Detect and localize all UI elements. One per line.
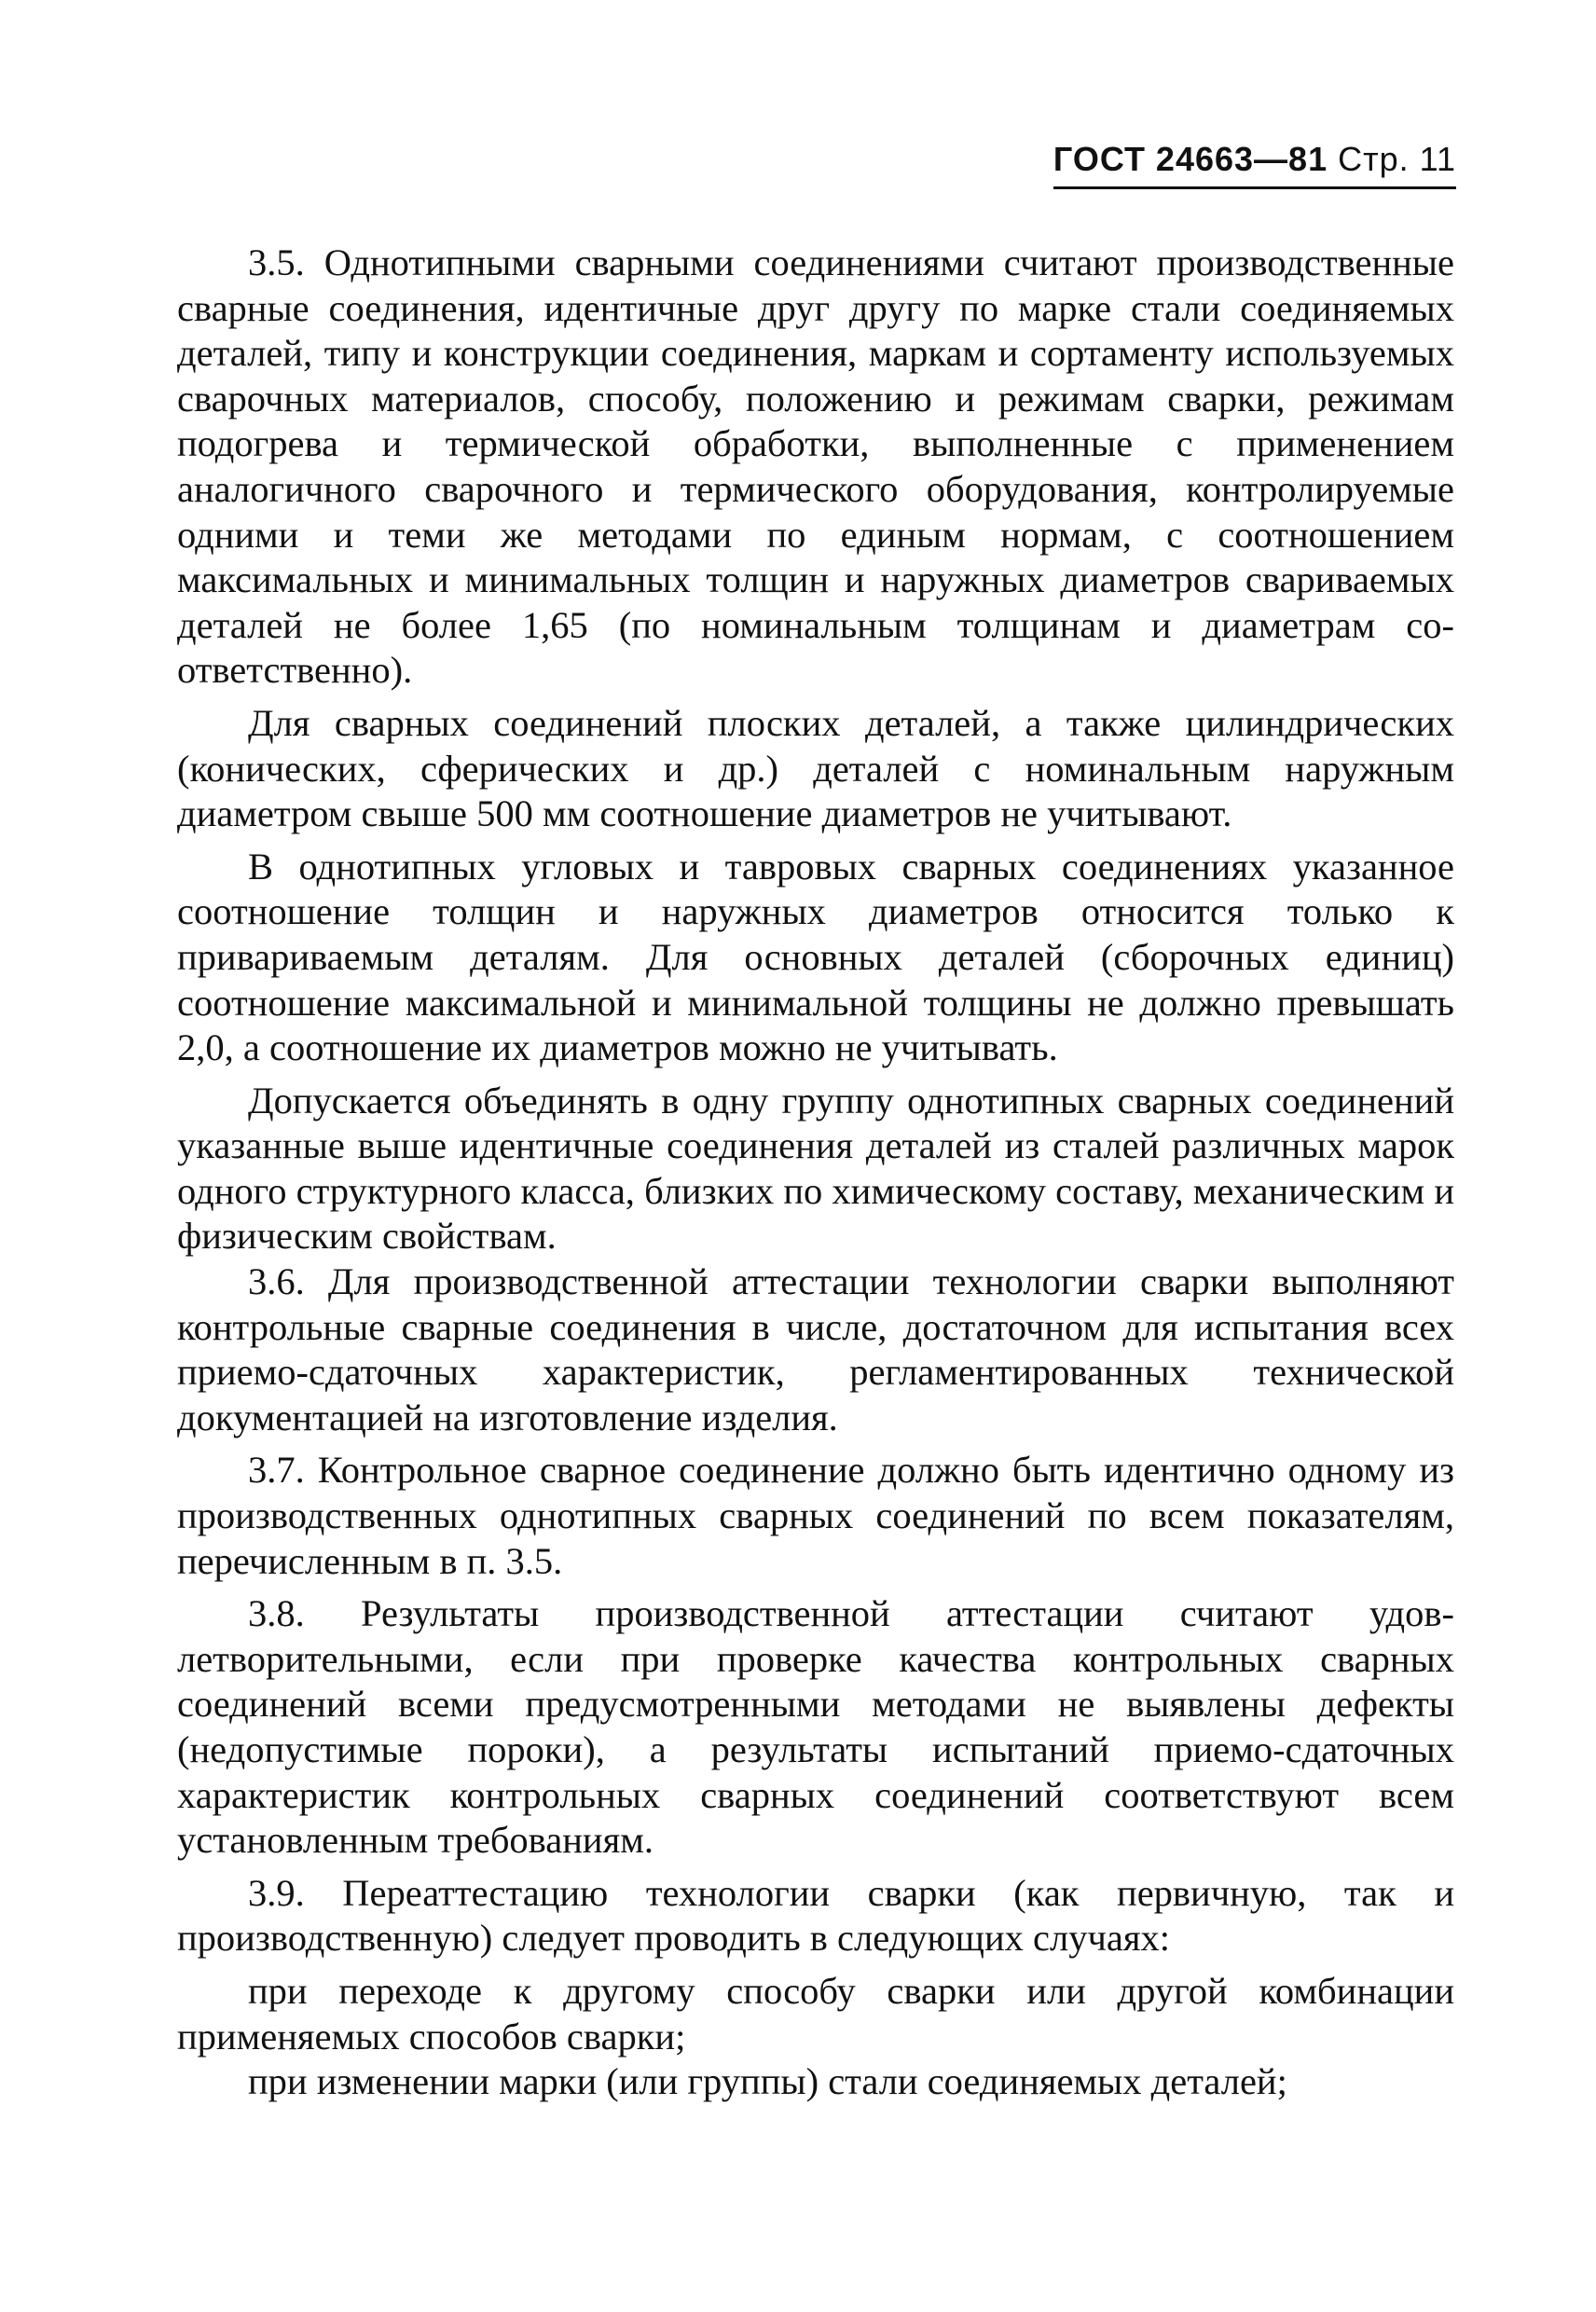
paragraph-3-7: 3.7. Контрольное сварное соединение должно быть идентично одному из производственных однотипных сварных соединений по всем показателям, перечисленным в п. 3.5. xyxy=(177,1449,1454,1582)
paragraph-3-9: 3.9. Переаттестацию технологии сварки (как первичную, так и производственную) следует проводить в следующих случаях: xyxy=(177,1871,1454,1960)
paragraph-diameter-note: Для сварных соединений плоских деталей, а также цилиндрических (конических, сферических и др.) деталей с номинальным наружным диаметром свыше 500 мм соотношение диаметров не учитывают. xyxy=(177,701,1454,835)
paragraph-3-6: 3.6. Для производственной аттестации технологии сварки выполняют контрольные сварные соединения в числе, достаточном для испытания всех приемо-сдаточных характеристик, регламентированных технической документацией на изготовление изделия. xyxy=(177,1260,1454,1438)
document-body xyxy=(177,241,1454,2105)
paragraph-angle-joints: В однотипных угловых и тавровых сварных соединениях указанное соотношение толщин и наружных диаметров относится только к привариваемым деталям. Для основных деталей (сборочных единиц) соотношение максимальной и минимальной толщины не должно превышать 2,0, а соотношение их диаметров можно не учитывать. xyxy=(177,845,1454,1069)
standard-number: ГОСТ 24663—81 xyxy=(1053,140,1328,178)
page-header xyxy=(1053,140,1456,189)
paragraph-3-8: 3.8. Результаты производственной аттестации считают удовлетворительными, если при проверке качества контрольных сварных соединений всеми предусмотренными методами не выявлены дефекты (недопустимые пороки), а результаты испытаний приемо-сдаточных характеристик контрольных сварных соединений соответствуют всем установленным требованиям. xyxy=(177,1592,1454,1862)
paragraph-grouping: Допускается объединять в одну группу однотипных сварных соединений указанные выше идентичные соединения деталей из сталей различных марок одного структурного класса, близких по химическому составу, механическим и физическим свойствам. xyxy=(177,1079,1454,1258)
paragraph-3-5: 3.5. Однотипными сварными соединениями считают производственные сварные соединения, идентичные друг другу по марке стали соединяемых деталей, типу и конструкции соединения, маркам и сортаменту используемых сварочных материалов, способу, положению и режимам сварки, режимам подогрева и термической обработки, выполненные с применением аналогичного сварочного и термического оборудования, контролируемые одними и теми же методами по единым нормам, с соотношением максимальных и минимальных толщин и наружных диаметров свариваемых деталей не более 1,65 (по номинальным толщинам и диаметрам соответственно). xyxy=(177,241,1454,692)
list-item-steel-grade: при изменении марки (или группы) стали соединяемых деталей; xyxy=(248,2060,1287,2103)
header-rule xyxy=(1053,140,1456,189)
list-item-welding-method: при переходе к другому способу сварки или другой комбинации применяемых способов сварки; xyxy=(177,1969,1454,2057)
page-number: Стр. 11 xyxy=(1338,140,1456,178)
